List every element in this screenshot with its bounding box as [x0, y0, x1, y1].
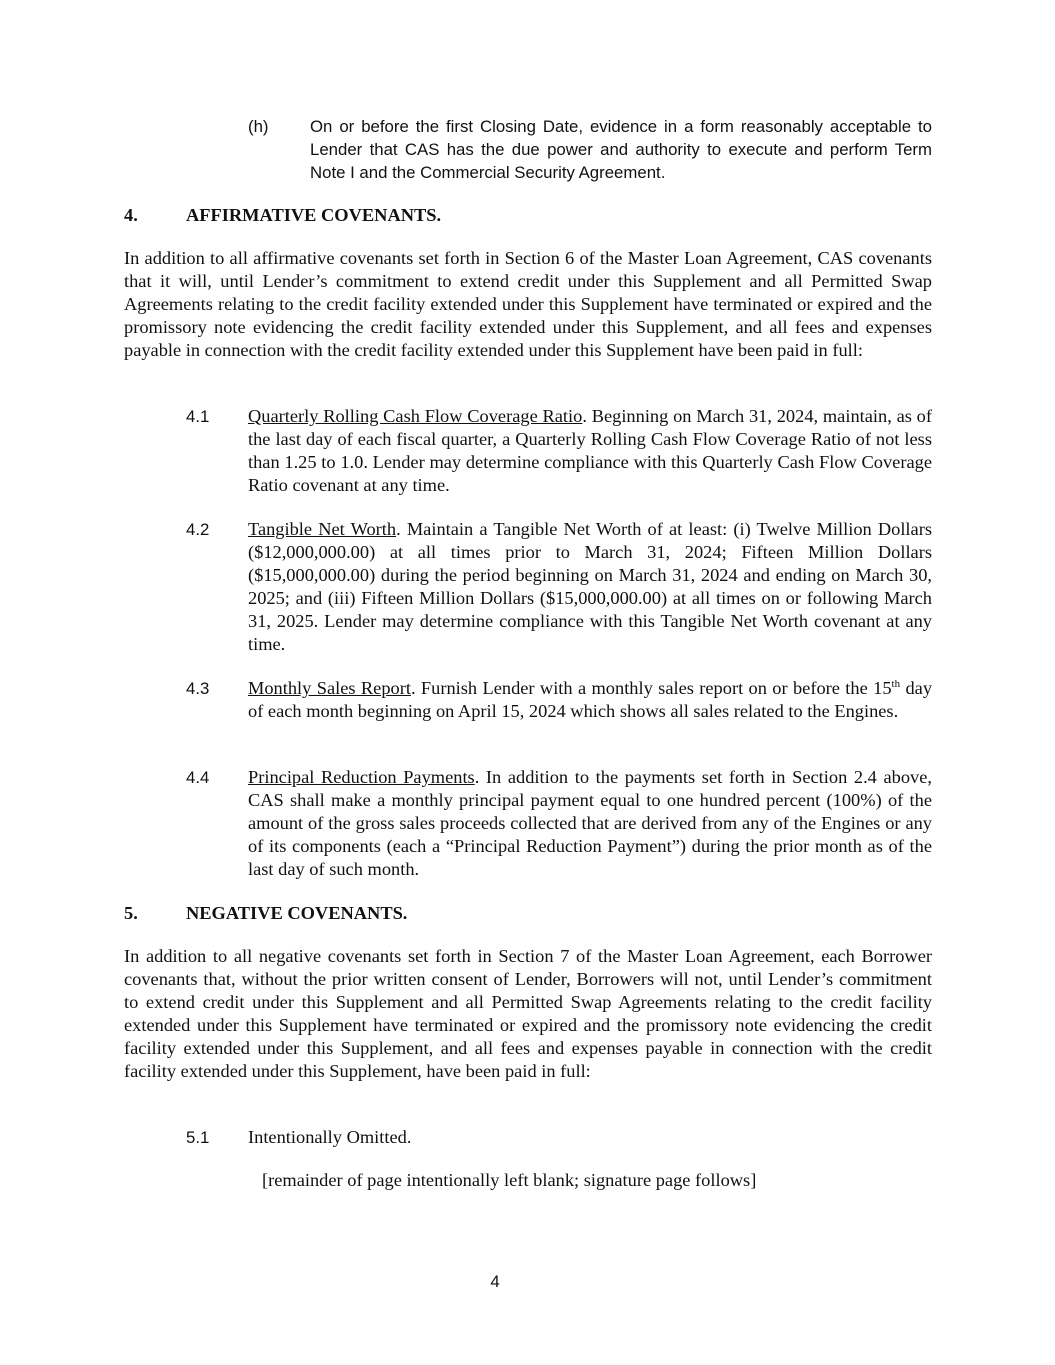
- covenant-4-2-title: Tangible Net Worth: [248, 519, 397, 539]
- section-5-title: NEGATIVE COVENANTS.: [186, 903, 408, 923]
- covenant-4-4-title: Principal Reduction Payments: [248, 767, 475, 787]
- covenant-4-1-title: Quarterly Rolling Cash Flow Coverage Ratio: [248, 406, 583, 426]
- clause-h-label: (h): [248, 117, 269, 136]
- covenant-4-4-number: 4.4: [186, 768, 210, 787]
- covenant-4-3-number: 4.3: [186, 679, 210, 698]
- covenant-4-2-number: 4.2: [186, 520, 210, 539]
- covenant-4-1: [186, 405, 932, 497]
- covenant-4-3-text-after: day of each month beginning on April 15, 2024 which shows all sales related to the Engines.: [248, 678, 933, 721]
- covenant-4-3: [186, 677, 932, 723]
- section-5-intro: In addition to all negative covenants set forth in Section 7 of the Master Loan Agreement, each Borrower covenants that, without the prior written consent of Lender, Borrowers will not, until Lender’s commitment to extend credit under this Supplement and all Permitted Swap Agreements relating to the credit facility extended under this Supplement have terminated or expired and the promissory note evidencing the credit facility extended under this Supplement, and all fees and expenses payable in connection with the credit facility extended under this Supplement, have been paid in full:: [124, 946, 932, 1081]
- covenant-5-1-number: 5.1: [186, 1128, 210, 1147]
- clause-h: [248, 115, 932, 184]
- blank-page-note: [remainder of page intentionally left blank; signature page follows]: [262, 1170, 757, 1190]
- covenant-4-3-text-before: . Furnish Lender with a monthly sales report on or before the 15: [410, 678, 892, 698]
- covenant-5-1: [186, 1126, 932, 1149]
- covenant-4-4: [186, 766, 932, 881]
- covenant-4-1-text: . Beginning on March 31, 2024, maintain, as of the last day of each fiscal quarter, a Quarterly Rolling Cash Flow Coverage Ratio of not less than 1.25 to 1.0. Lender may determine compliance with this Quarterly Cash Flow Coverage Ratio covenant at any time.: [248, 406, 932, 495]
- covenant-4-3-title: Monthly Sales Report: [248, 678, 411, 698]
- section-4-intro: In addition to all affirmative covenants set forth in Section 6 of the Master Loan Agreement, CAS covenants that it will, until Lender’s commitment to extend credit under this Supplement and all Permitted Swap Agreements relating to the credit facility extended under this Supplement have terminated or expired and the promissory note evidencing the credit facility extended under this Supplement, and all fees and expenses payable in connection with the credit facility extended under this Supplement have been paid in full:: [124, 248, 932, 360]
- covenant-5-1-text: Intentionally Omitted.: [248, 1127, 412, 1147]
- section-4-number: 4.: [124, 205, 138, 225]
- section-4-heading: [124, 204, 441, 227]
- covenant-4-4-text: . In addition to the payments set forth in Section 2.4 above, CAS shall make a monthly principal payment equal to one hundred percent (100%) of the amount of the gross sales proceeds collected that are derived from any of the Engines or any of its components (each a “Principal Reduction Payment”) during the prior month as of the last day of such month.: [248, 767, 932, 879]
- section-4-title: AFFIRMATIVE COVENANTS.: [186, 205, 442, 225]
- section-5-heading: [124, 902, 407, 925]
- covenant-4-3-superscript: th: [891, 677, 901, 690]
- covenant-4-1-number: 4.1: [186, 407, 210, 426]
- clause-h-text: On or before the first Closing Date, evidence in a form reasonably acceptable to Lender that CAS has the due power and authority to execute and perform Term Note I and the Commercial Security Agreement.: [310, 117, 932, 182]
- page-number: 4: [490, 1272, 500, 1291]
- section-5-number: 5.: [124, 903, 138, 923]
- covenant-4-2-text: . Maintain a Tangible Net Worth of at least: (i) Twelve Million Dollars ($12,000,000.00) at all times prior to March 31, 2024; Fifteen Million Dollars ($15,000,000.00) during the period beginning on March 31, 2024 and ending on March 30, 2025; and (iii) Fifteen Million Dollars ($15,000,000.00) at all times on or following March 31, 2025. Lender may determine compliance with this Tangible Net Worth covenant at any time.: [248, 519, 932, 654]
- covenant-4-2: [186, 518, 932, 656]
